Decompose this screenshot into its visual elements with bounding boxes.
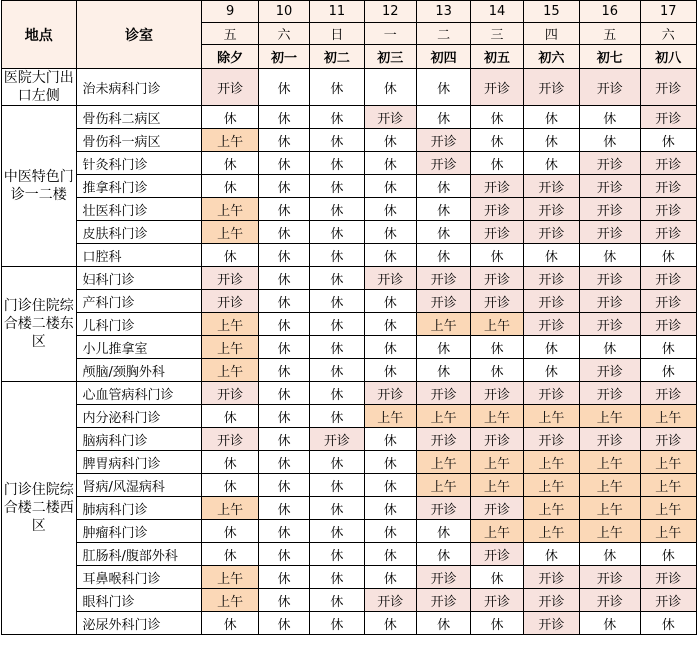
- status-cell: 开诊: [580, 267, 640, 290]
- status-cell: 上午: [640, 474, 696, 497]
- dept-cell: 小儿推拿室: [76, 336, 202, 359]
- status-cell: 开诊: [640, 382, 696, 405]
- status-cell: 休: [364, 428, 416, 451]
- location-cell: 医院大门出口左侧: [2, 69, 77, 106]
- status-cell: 休: [364, 244, 416, 267]
- status-cell: 上午: [202, 198, 258, 221]
- status-cell: 休: [310, 106, 364, 129]
- status-cell: 上午: [202, 589, 258, 612]
- status-cell: 休: [310, 290, 364, 313]
- status-cell: 开诊: [523, 566, 579, 589]
- status-cell: 休: [310, 359, 364, 382]
- status-cell: 休: [310, 69, 364, 106]
- status-cell: 休: [640, 244, 696, 267]
- status-cell: 开诊: [416, 267, 470, 290]
- status-cell: 开诊: [523, 612, 579, 635]
- status-cell: 休: [258, 290, 309, 313]
- status-cell: 休: [580, 336, 640, 359]
- table-row: [2, 612, 697, 635]
- status-cell: 开诊: [416, 382, 470, 405]
- schedule-table: [1, 0, 697, 635]
- status-cell: 休: [310, 451, 364, 474]
- table-row: [2, 589, 697, 612]
- status-cell: 休: [310, 129, 364, 152]
- status-cell: 休: [310, 336, 364, 359]
- status-cell: 休: [202, 175, 258, 198]
- status-cell: 休: [523, 336, 579, 359]
- status-cell: 休: [258, 175, 309, 198]
- status-cell: 休: [258, 267, 309, 290]
- table-row: [2, 382, 697, 405]
- table-row: [2, 520, 697, 543]
- status-cell: 休: [258, 589, 309, 612]
- status-cell: 休: [202, 405, 258, 428]
- status-cell: 上午: [580, 497, 640, 520]
- status-cell: 休: [416, 336, 470, 359]
- status-cell: 休: [258, 106, 309, 129]
- status-cell: 休: [471, 359, 523, 382]
- status-cell: 休: [471, 566, 523, 589]
- status-cell: 开诊: [523, 69, 579, 106]
- status-cell: 休: [258, 428, 309, 451]
- status-cell: 休: [364, 221, 416, 244]
- dept-cell: 脾胃病科门诊: [76, 451, 202, 474]
- status-cell: 开诊: [523, 221, 579, 244]
- dept-cell: 耳鼻喉科门诊: [76, 566, 202, 589]
- status-cell: 上午: [523, 405, 579, 428]
- status-cell: 开诊: [416, 290, 470, 313]
- status-cell: 开诊: [202, 290, 258, 313]
- status-cell: 休: [580, 129, 640, 152]
- status-cell: 开诊: [640, 290, 696, 313]
- dept-cell: 肛肠科/腹部外科: [76, 543, 202, 566]
- date-cell: 13: [416, 1, 470, 23]
- status-cell: 休: [416, 69, 470, 106]
- dept-cell: 肿瘤科门诊: [76, 520, 202, 543]
- status-cell: 休: [364, 175, 416, 198]
- status-cell: 休: [580, 106, 640, 129]
- status-cell: 休: [523, 543, 579, 566]
- status-cell: 开诊: [640, 566, 696, 589]
- status-cell: 上午: [416, 405, 470, 428]
- status-cell: 上午: [580, 451, 640, 474]
- table-row: [2, 267, 697, 290]
- status-cell: 上午: [523, 451, 579, 474]
- status-cell: 开诊: [471, 267, 523, 290]
- status-cell: 休: [523, 129, 579, 152]
- dept-cell: 儿科门诊: [76, 313, 202, 336]
- table-row: [2, 221, 697, 244]
- status-cell: 休: [364, 520, 416, 543]
- status-cell: 休: [640, 612, 696, 635]
- status-cell: 休: [416, 520, 470, 543]
- status-cell: 开诊: [523, 290, 579, 313]
- table-row: [2, 474, 697, 497]
- dept-cell: 口腔科: [76, 244, 202, 267]
- dept-header: 诊室: [76, 1, 202, 69]
- status-cell: 休: [310, 497, 364, 520]
- status-cell: 上午: [471, 520, 523, 543]
- status-cell: 开诊: [523, 175, 579, 198]
- status-cell: 休: [416, 359, 470, 382]
- status-cell: 上午: [580, 474, 640, 497]
- status-cell: 休: [258, 69, 309, 106]
- weekday-cell: 六: [258, 23, 309, 45]
- dept-cell: 心血管病科门诊: [76, 382, 202, 405]
- status-cell: 休: [258, 382, 309, 405]
- status-cell: 开诊: [364, 267, 416, 290]
- weekday-cell: 二: [416, 23, 470, 45]
- status-cell: 休: [258, 566, 309, 589]
- status-cell: 开诊: [471, 198, 523, 221]
- status-cell: 休: [416, 543, 470, 566]
- status-cell: 上午: [471, 474, 523, 497]
- status-cell: 开诊: [640, 198, 696, 221]
- table-row: [2, 244, 697, 267]
- status-cell: 上午: [580, 405, 640, 428]
- status-cell: 开诊: [640, 106, 696, 129]
- table-row: [2, 129, 697, 152]
- status-cell: 开诊: [580, 428, 640, 451]
- status-cell: 休: [364, 152, 416, 175]
- weekday-cell: 五: [202, 23, 258, 45]
- status-cell: 休: [258, 405, 309, 428]
- dept-cell: 颅脑/颈胸外科: [76, 359, 202, 382]
- status-cell: 休: [310, 152, 364, 175]
- status-cell: 上午: [523, 497, 579, 520]
- table-row: [2, 336, 697, 359]
- status-cell: 开诊: [416, 497, 470, 520]
- status-cell: 开诊: [471, 497, 523, 520]
- date-cell: 10: [258, 1, 309, 23]
- status-cell: 开诊: [471, 290, 523, 313]
- status-cell: 休: [310, 313, 364, 336]
- status-cell: 休: [580, 543, 640, 566]
- status-cell: 休: [258, 543, 309, 566]
- status-cell: 休: [258, 451, 309, 474]
- status-cell: 休: [258, 244, 309, 267]
- status-cell: 开诊: [640, 152, 696, 175]
- status-cell: 开诊: [364, 382, 416, 405]
- status-cell: 休: [258, 198, 309, 221]
- table-row: [2, 175, 697, 198]
- dept-cell: 肾病/风湿病科: [76, 474, 202, 497]
- header-row-dates: [2, 1, 697, 23]
- status-cell: 开诊: [640, 221, 696, 244]
- status-cell: 上午: [416, 474, 470, 497]
- weekday-cell: 一: [364, 23, 416, 45]
- status-cell: 休: [364, 497, 416, 520]
- status-cell: 休: [258, 152, 309, 175]
- status-cell: 休: [416, 175, 470, 198]
- status-cell: 休: [310, 589, 364, 612]
- status-cell: 开诊: [580, 198, 640, 221]
- status-cell: 休: [364, 129, 416, 152]
- status-cell: 上午: [523, 520, 579, 543]
- status-cell: 开诊: [364, 589, 416, 612]
- status-cell: 上午: [640, 497, 696, 520]
- location-cell: 中医特色门诊一二楼: [2, 106, 77, 267]
- status-cell: 开诊: [580, 221, 640, 244]
- status-cell: 休: [258, 520, 309, 543]
- status-cell: 开诊: [580, 290, 640, 313]
- status-cell: 休: [202, 543, 258, 566]
- status-cell: 开诊: [416, 566, 470, 589]
- status-cell: 上午: [640, 520, 696, 543]
- dept-cell: 眼科门诊: [76, 589, 202, 612]
- status-cell: 开诊: [471, 69, 523, 106]
- date-cell: 14: [471, 1, 523, 23]
- status-cell: 开诊: [523, 267, 579, 290]
- status-cell: 休: [580, 612, 640, 635]
- status-cell: 开诊: [580, 152, 640, 175]
- status-cell: 上午: [202, 313, 258, 336]
- status-cell: 开诊: [523, 313, 579, 336]
- status-cell: 休: [310, 543, 364, 566]
- status-cell: 休: [310, 612, 364, 635]
- table-row: [2, 543, 697, 566]
- status-cell: 上午: [471, 405, 523, 428]
- status-cell: 休: [310, 267, 364, 290]
- lunar-cell: 初七: [580, 45, 640, 69]
- status-cell: 休: [523, 106, 579, 129]
- status-cell: 休: [310, 382, 364, 405]
- status-cell: 休: [364, 313, 416, 336]
- dept-cell: 妇科门诊: [76, 267, 202, 290]
- status-cell: 开诊: [580, 566, 640, 589]
- status-cell: 休: [202, 520, 258, 543]
- status-cell: 开诊: [580, 175, 640, 198]
- weekday-cell: 三: [471, 23, 523, 45]
- status-cell: 休: [471, 129, 523, 152]
- status-cell: 休: [310, 175, 364, 198]
- status-cell: 休: [640, 129, 696, 152]
- dept-cell: 内分泌科门诊: [76, 405, 202, 428]
- table-row: [2, 359, 697, 382]
- status-cell: 上午: [202, 497, 258, 520]
- status-cell: 开诊: [580, 69, 640, 106]
- status-cell: 开诊: [523, 428, 579, 451]
- status-cell: 休: [416, 198, 470, 221]
- status-cell: 休: [523, 359, 579, 382]
- lunar-cell: 初一: [258, 45, 309, 69]
- table-row: [2, 405, 697, 428]
- date-cell: 9: [202, 1, 258, 23]
- lunar-cell: 初二: [310, 45, 364, 69]
- table-row: [2, 152, 697, 175]
- status-cell: 上午: [416, 313, 470, 336]
- weekday-cell: 五: [580, 23, 640, 45]
- status-cell: 休: [364, 290, 416, 313]
- status-cell: 休: [471, 152, 523, 175]
- status-cell: 上午: [580, 520, 640, 543]
- status-cell: 休: [202, 451, 258, 474]
- status-cell: 休: [523, 152, 579, 175]
- status-cell: 开诊: [310, 428, 364, 451]
- status-cell: 开诊: [471, 175, 523, 198]
- status-cell: 休: [364, 69, 416, 106]
- status-cell: 上午: [202, 129, 258, 152]
- date-cell: 16: [580, 1, 640, 23]
- status-cell: 上午: [202, 336, 258, 359]
- status-cell: 休: [640, 336, 696, 359]
- status-cell: 休: [258, 313, 309, 336]
- status-cell: 开诊: [471, 589, 523, 612]
- date-cell: 11: [310, 1, 364, 23]
- status-cell: 开诊: [580, 359, 640, 382]
- status-cell: 休: [471, 244, 523, 267]
- status-cell: 开诊: [471, 428, 523, 451]
- table-row: [2, 566, 697, 589]
- dept-cell: 骨伤科一病区: [76, 129, 202, 152]
- status-cell: 休: [310, 405, 364, 428]
- lunar-cell: 初五: [471, 45, 523, 69]
- status-cell: 休: [310, 198, 364, 221]
- status-cell: 休: [364, 451, 416, 474]
- status-cell: 休: [310, 474, 364, 497]
- dept-cell: 脑病科门诊: [76, 428, 202, 451]
- status-cell: 休: [202, 152, 258, 175]
- status-cell: 开诊: [640, 175, 696, 198]
- status-cell: 休: [471, 612, 523, 635]
- weekday-cell: 六: [640, 23, 696, 45]
- status-cell: 休: [310, 520, 364, 543]
- status-cell: 休: [416, 244, 470, 267]
- status-cell: 开诊: [416, 428, 470, 451]
- dept-cell: 推拿科门诊: [76, 175, 202, 198]
- status-cell: 开诊: [202, 69, 258, 106]
- table-row: [2, 313, 697, 336]
- table-row: [2, 497, 697, 520]
- status-cell: 上午: [471, 451, 523, 474]
- status-cell: 开诊: [640, 428, 696, 451]
- status-cell: 开诊: [416, 152, 470, 175]
- dept-cell: 治未病科门诊: [76, 69, 202, 106]
- status-cell: 休: [416, 106, 470, 129]
- status-cell: 休: [310, 566, 364, 589]
- status-cell: 开诊: [364, 106, 416, 129]
- status-cell: 休: [258, 336, 309, 359]
- status-cell: 休: [310, 221, 364, 244]
- status-cell: 休: [471, 106, 523, 129]
- status-cell: 上午: [640, 451, 696, 474]
- status-cell: 开诊: [580, 382, 640, 405]
- table-row: [2, 198, 697, 221]
- location-cell: 门诊住院综合楼二楼西区: [2, 382, 77, 635]
- status-cell: 休: [258, 497, 309, 520]
- status-cell: 开诊: [416, 129, 470, 152]
- lunar-cell: 初八: [640, 45, 696, 69]
- status-cell: 开诊: [202, 382, 258, 405]
- status-cell: 上午: [416, 451, 470, 474]
- status-cell: 上午: [523, 474, 579, 497]
- lunar-cell: 除夕: [202, 45, 258, 69]
- status-cell: 休: [258, 221, 309, 244]
- location-header: 地点: [2, 1, 77, 69]
- status-cell: 休: [416, 221, 470, 244]
- status-cell: 休: [202, 474, 258, 497]
- status-cell: 开诊: [202, 428, 258, 451]
- dept-cell: 产科门诊: [76, 290, 202, 313]
- status-cell: 休: [364, 612, 416, 635]
- status-cell: 休: [202, 106, 258, 129]
- status-cell: 开诊: [523, 382, 579, 405]
- dept-cell: 泌尿外科门诊: [76, 612, 202, 635]
- status-cell: 休: [310, 244, 364, 267]
- status-cell: 休: [258, 612, 309, 635]
- date-cell: 17: [640, 1, 696, 23]
- status-cell: 开诊: [416, 589, 470, 612]
- lunar-cell: 初三: [364, 45, 416, 69]
- status-cell: 开诊: [471, 382, 523, 405]
- status-cell: 开诊: [640, 267, 696, 290]
- lunar-cell: 初四: [416, 45, 470, 69]
- status-cell: 开诊: [580, 589, 640, 612]
- status-cell: 上午: [364, 405, 416, 428]
- status-cell: 休: [364, 474, 416, 497]
- status-cell: 休: [258, 359, 309, 382]
- location-cell: 门诊住院综合楼二楼东区: [2, 267, 77, 382]
- weekday-cell: 四: [523, 23, 579, 45]
- status-cell: 开诊: [523, 589, 579, 612]
- status-cell: 休: [202, 612, 258, 635]
- dept-cell: 骨伤科二病区: [76, 106, 202, 129]
- status-cell: 开诊: [523, 198, 579, 221]
- dept-cell: 皮肤科门诊: [76, 221, 202, 244]
- status-cell: 开诊: [640, 313, 696, 336]
- status-cell: 休: [258, 474, 309, 497]
- status-cell: 休: [471, 336, 523, 359]
- status-cell: 休: [364, 543, 416, 566]
- status-cell: 开诊: [471, 221, 523, 244]
- status-cell: 开诊: [471, 543, 523, 566]
- status-cell: 开诊: [640, 69, 696, 106]
- status-cell: 上午: [471, 313, 523, 336]
- table-row: [2, 290, 697, 313]
- status-cell: 上午: [202, 359, 258, 382]
- status-cell: 上午: [202, 566, 258, 589]
- status-cell: 开诊: [640, 589, 696, 612]
- status-cell: 休: [364, 359, 416, 382]
- lunar-cell: 初六: [523, 45, 579, 69]
- status-cell: 休: [416, 612, 470, 635]
- date-cell: 12: [364, 1, 416, 23]
- dept-cell: 肺病科门诊: [76, 497, 202, 520]
- status-cell: 开诊: [580, 313, 640, 336]
- status-cell: 休: [580, 244, 640, 267]
- status-cell: 休: [258, 129, 309, 152]
- dept-cell: 壮医科门诊: [76, 198, 202, 221]
- status-cell: 休: [640, 543, 696, 566]
- table-row: [2, 69, 697, 106]
- status-cell: 休: [523, 244, 579, 267]
- weekday-cell: 日: [310, 23, 364, 45]
- status-cell: 休: [364, 566, 416, 589]
- table-row: [2, 106, 697, 129]
- status-cell: 上午: [202, 221, 258, 244]
- table-row: [2, 451, 697, 474]
- status-cell: 休: [364, 336, 416, 359]
- status-cell: 休: [202, 244, 258, 267]
- table-row: [2, 428, 697, 451]
- status-cell: 休: [364, 198, 416, 221]
- date-cell: 15: [523, 1, 579, 23]
- status-cell: 开诊: [202, 267, 258, 290]
- status-cell: 上午: [640, 405, 696, 428]
- dept-cell: 针灸科门诊: [76, 152, 202, 175]
- status-cell: 休: [640, 359, 696, 382]
